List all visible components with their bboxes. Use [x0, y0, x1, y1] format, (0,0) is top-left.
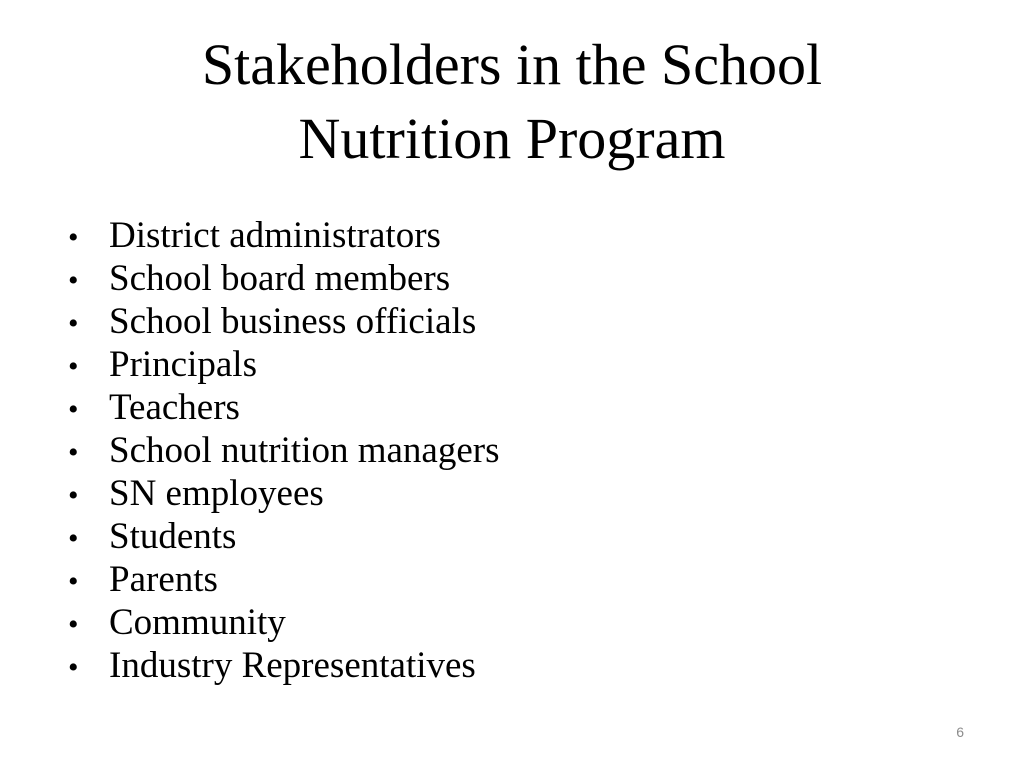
list-item-text: School nutrition managers	[109, 430, 500, 471]
list-item	[68, 258, 500, 301]
bullet-icon: •	[68, 522, 79, 555]
bullet-icon: •	[68, 608, 79, 641]
list-item-text: Principals	[109, 344, 257, 385]
list-item	[68, 301, 500, 344]
list-item-text: School board members	[109, 258, 451, 299]
bullet-icon: •	[68, 393, 79, 426]
list-item	[68, 344, 500, 387]
bullet-icon: •	[68, 436, 79, 469]
list-item-text: Industry Representatives	[109, 645, 476, 686]
list-item-text: Parents	[109, 559, 218, 600]
bullet-icon: •	[68, 221, 79, 254]
list-item	[68, 559, 500, 602]
bullet-icon: •	[68, 651, 79, 684]
slide-title-line-1: Stakeholders in the School	[201, 32, 823, 97]
list-item	[68, 645, 500, 688]
list-item-text: Community	[109, 602, 286, 643]
list-item-text: Teachers	[109, 387, 240, 428]
list-item-text: Students	[109, 516, 237, 557]
list-item	[68, 430, 500, 473]
list-item-text: SN employees	[109, 473, 324, 514]
stakeholder-list	[68, 215, 500, 688]
bullet-icon: •	[68, 264, 79, 297]
list-item	[68, 387, 500, 430]
bullet-icon: •	[68, 350, 79, 383]
slide-title	[0, 28, 1024, 176]
list-item-text: School business officials	[109, 301, 477, 342]
list-item	[68, 516, 500, 559]
bullet-icon: •	[68, 479, 79, 512]
bullet-icon: •	[68, 307, 79, 340]
list-item	[68, 473, 500, 516]
list-item	[68, 602, 500, 645]
list-item-text: District administrators	[109, 215, 441, 256]
page-number: 6	[956, 724, 964, 740]
bullet-icon: •	[68, 565, 79, 598]
slide-title-line-2: Nutrition Program	[298, 106, 726, 171]
list-item	[68, 215, 500, 258]
